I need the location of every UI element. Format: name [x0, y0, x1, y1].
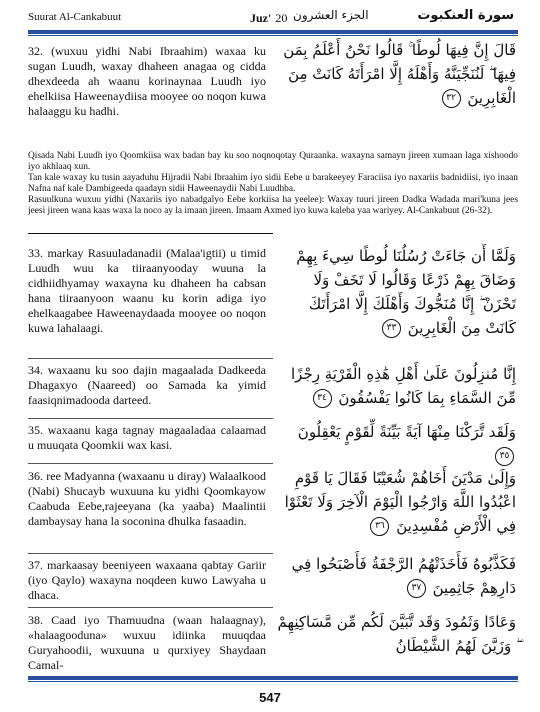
verse-separator	[28, 463, 273, 464]
verse-translation-37: 37. markaasay beeniyeen waxaana qabtay Gariir (iyo Qaylo) waxayna noqdeen kuwo Lawyaha u dhaca.	[28, 558, 266, 602]
header-rule	[28, 30, 518, 34]
juz-number: 20	[275, 11, 288, 25]
verse-arabic-33	[276, 244, 516, 340]
juz-indicator	[250, 11, 287, 26]
verse-separator	[28, 607, 273, 608]
verse-translation-38: 38. Caad iyo Thamuudna (waan halaagnay), «halaagooduna» wuxuu idiinka muuqdaa Guryahoodii, wuxuuna u qurxiyey Shaydaan Camal-	[28, 613, 266, 672]
commentary-note	[28, 151, 518, 217]
footer-rule	[28, 676, 518, 680]
verse-arabic-32	[276, 38, 516, 110]
page-header	[28, 8, 518, 30]
verse-translation-32: 32. (wuxuu yidhi Nabi Ibraahim) waxaa ku sugan Luudh, waxay dhaheen anagaa og cidda dhexdeeda ah waanu korinaynaa Luudh iyo ehelkiisa Haweenaydiisa mooyee oo noqon kuwa halaaggu ku hadhi.	[28, 44, 266, 118]
verse-arabic-text: قَالَ إِنَّ فِيهَا لُوطًا ۚ قَالُوا نَحْنُ أَعْلَمُ بِمَن فِيهَا ۖ لَنُنَجِّيَنَّهُ وَأَهْلَهُ إِلَّا امْرَأَتَهُ كَانَتْ مِنَ الْغَابِرِينَ	[283, 41, 516, 107]
verse-arabic-36	[276, 466, 516, 538]
verse-arabic-text: وَعَادًا وَثَمُودَ وَقَد تَّبَيَّنَ لَكُم مِّن مَّسَاكِنِهِمْ ۖ وَزَيَّنَ لَهُمُ الشَّيْطَانُ	[277, 613, 516, 655]
verse-translation-33: 33. markay Rasuuladanadii (Malaa'igtii) u timid Luudh wuu ka tiiraanyooday wuuna la cidhiidhyamay waxayna ku dhaheen ha cabsan hana tiiraanyoon waanu ku korin adiga iyo ehelkaagabee Haweenaydaada mooyee oo noqon kuwa lahalaagi.	[28, 246, 266, 335]
verse-separator	[28, 553, 273, 554]
verse-arabic-text: وَإِلَىٰ مَدْيَنَ أَخَاهُمْ شُعَيْبًا فَقَالَ يَا قَوْمِ اعْبُدُوا اللَّهَ وَارْجُوا الْيَوْمَ الْآخِرَ وَلَا تَعْثَوْا فِي الْأَرْضِ مُفْسِدِينَ	[284, 469, 516, 535]
verse-arabic-text: إِنَّا مُنزِلُونَ عَلَىٰ أَهْلِ هَٰذِهِ الْقَرْيَةِ رِجْزًا مِّنَ السَّمَاءِ بِمَا كَانُوا يَفْسُقُونَ	[291, 365, 516, 407]
surah-arabic-title: سورة العنكبوت	[417, 8, 514, 23]
juz-arabic-title: الجزء العشرون	[293, 8, 369, 22]
verse-translation-36: 36. ree Madyanna (waxaanu u diray) Walaalkood (Nabi) Shucayb wuxuuna ku yidhi Qoomkayow Caabuda Eebe,rajeeyana (ka yaaba) Maalintii dambaysay hana la soconina dhulka fasaadin.	[28, 469, 266, 528]
verse-number-mark: ٣٧	[407, 579, 426, 598]
verse-number-mark: ٣٤	[313, 389, 332, 408]
verse-translation-35: 35. waxaanu kaga tagnay magaaladaa calaamad u muuqata Qoomkii wax kasi.	[28, 423, 266, 452]
verse-arabic-34	[276, 362, 516, 410]
note-paragraph: Qisada Nabi Luudh iyo Qoomkiisa wax badan bay ku soo noqnoqotay Quraanka. waxayna samayn jireen xumaan laga xishoodo iyo akhlaaq xun.	[28, 151, 518, 172]
verse-arabic-37	[276, 552, 516, 600]
verse-arabic-text: فَكَذَّبُوهُ فَأَخَذَتْهُمُ الرَّجْفَةُ فَأَصْبَحُوا فِي دَارِهِمْ جَاثِمِينَ	[291, 555, 516, 597]
note-paragraph: Rasuulkuna wuxuu yidhi (Naxariis iyo nabadgalyo Eebe korkiisa ha yeelee): Waxay tuuri jireen Dadka Wadada mari'kuna jees jeesi jireen wana kaas waxa la noco ay la imaan jireen. Imaam Axmed iyo kuwa kaleba yaa wariyey. Al-Cankabuut (26-32).	[28, 195, 518, 216]
note-paragraph: Tan kale waxay ku tusin aayaduhu Hijradii Nabi Ibraahim iyo sidii Eebe u barakeeyey Faraciisa iyo naxariis badnidiisi, iyo inaan Nafna naf kale Dambigeeda qaadayn sidii Haweenaydii Nabi Luudhba.	[28, 173, 518, 194]
juz-label: Juz'	[250, 11, 272, 25]
verse-arabic-text: وَلَمَّا أَن جَاءَتْ رُسُلُنَا لُوطًا سِيءَ بِهِمْ وَضَاقَ بِهِمْ ذَرْعًا وَقَالُوا لَا تَخَفْ وَلَا تَحْزَنْ ۖ إِنَّا مُنَجُّوكَ وَأَهْلَكَ إِلَّا امْرَأَتَكَ كَانَتْ مِنَ الْغَابِرِينَ	[296, 247, 516, 337]
verse-translation-34: 34. waxaanu ku soo dajin magaalada Dadkeeda Dhagaxyo (Naareed) oo Samada ka yimid faasiqnimadooda darteed.	[28, 363, 266, 407]
verse-separator	[28, 358, 273, 359]
surah-name: Suurat Al-Cankabuut	[28, 11, 122, 23]
verse-arabic-text: وَلَقَد تَّرَكْنَا مِنْهَا آيَةً بَيِّنَةً لِّقَوْمٍ يَعْقِلُونَ	[297, 423, 516, 441]
verse-number-mark: ٣٢	[442, 89, 461, 108]
verse-arabic-38	[276, 610, 516, 658]
section-separator	[28, 233, 273, 234]
page-number: 547	[259, 690, 281, 705]
verse-number-mark: ٣٣	[382, 319, 401, 338]
verse-number-mark: ٣٦	[370, 517, 389, 536]
verse-separator	[28, 418, 273, 419]
verse-number-mark: ٣٥	[495, 447, 514, 466]
verse-arabic-35	[276, 420, 516, 468]
